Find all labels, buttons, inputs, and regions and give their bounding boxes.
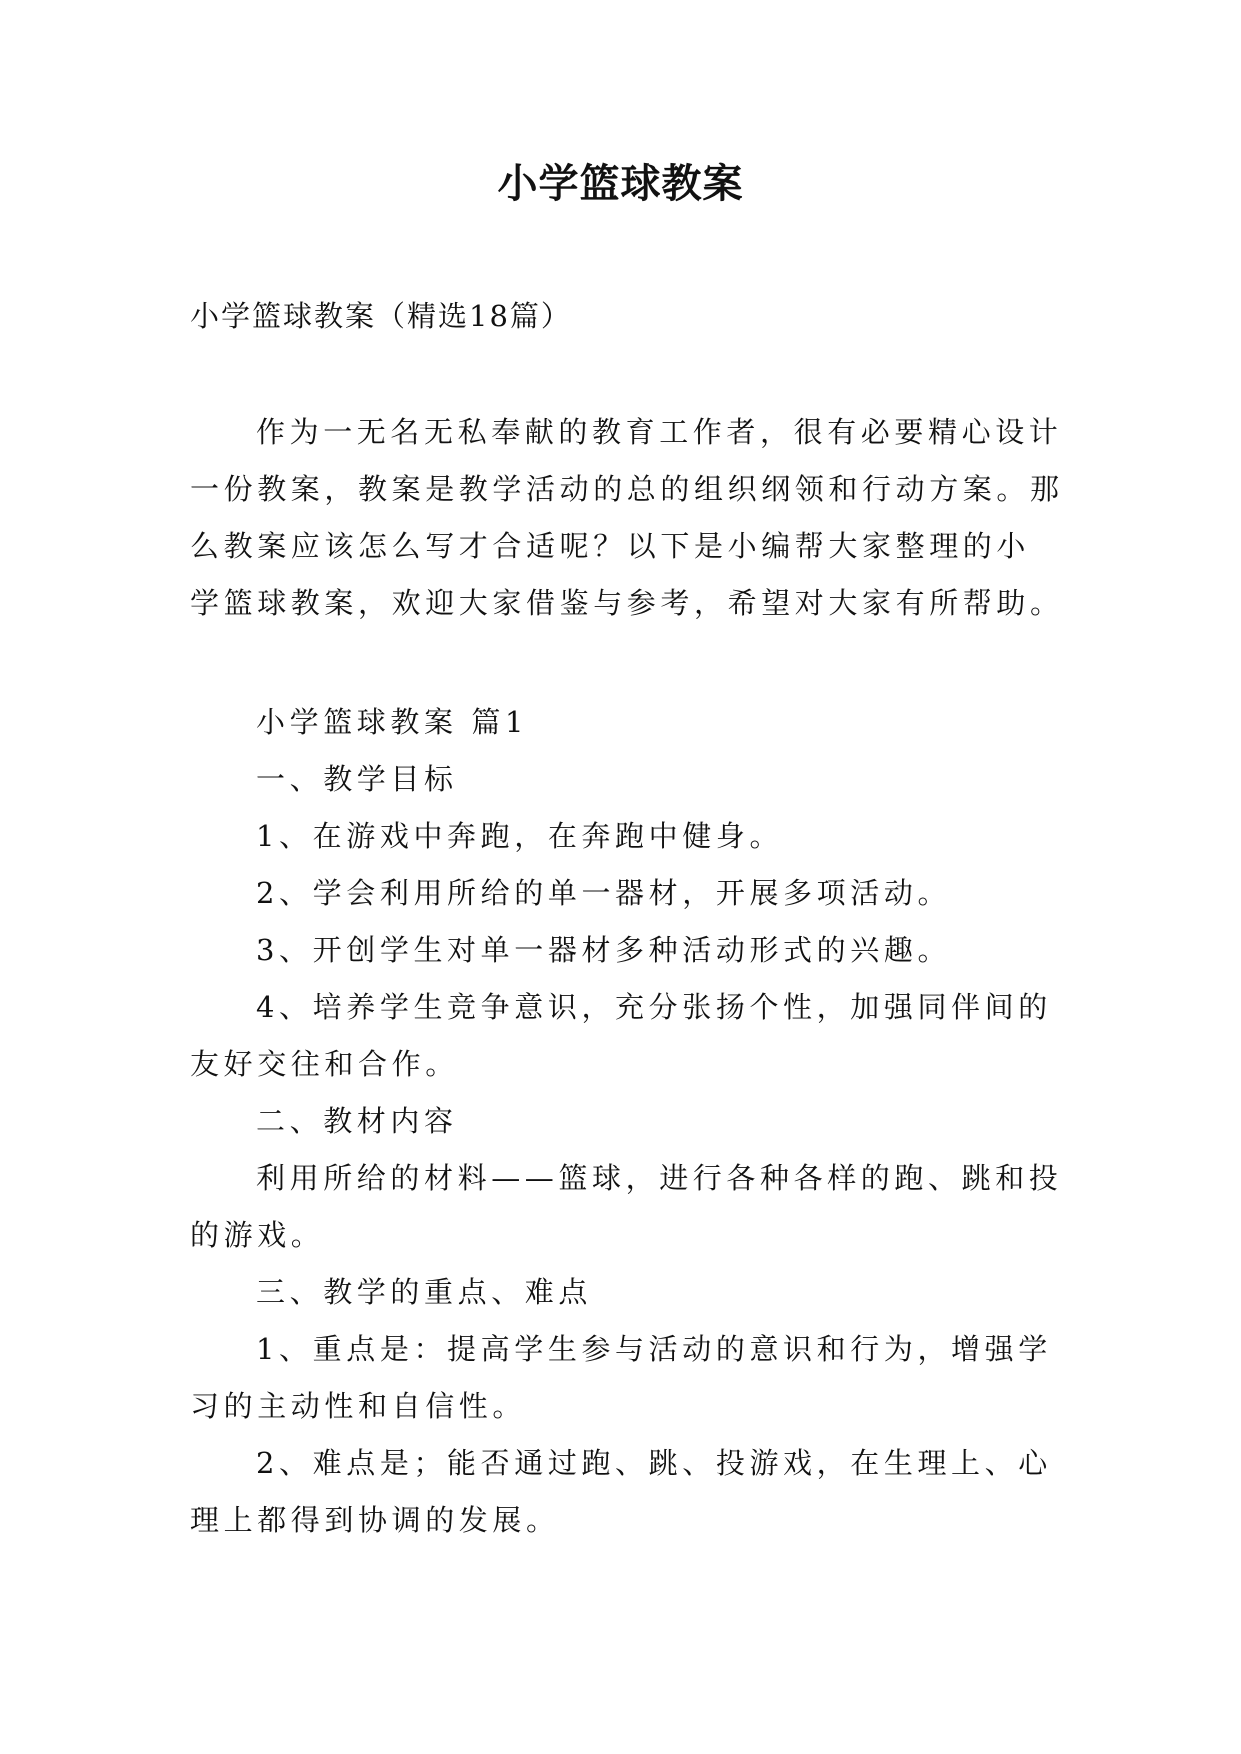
list-item-continuation: 理上都得到协调的发展。 [190, 1503, 560, 1537]
list-item-continuation: 习的主动性和自信性。 [190, 1389, 527, 1423]
intro-line: 么教案应该怎么写才合适呢？以下是小编帮大家整理的小 [190, 529, 1031, 563]
list-item: 3、开创学生对单一器材多种活动形式的兴趣。 [256, 933, 952, 967]
section-heading: 三、教学的重点、难点 [256, 1275, 593, 1309]
list-item-continuation: 友好交往和合作。 [190, 1047, 459, 1081]
list-item: 1、在游戏中奔跑，在奔跑中健身。 [256, 819, 784, 853]
document-title: 小学篮球教案 [497, 160, 744, 207]
section-heading: 一、教学目标 [256, 762, 458, 796]
list-item: 2、难点是；能否通过跑、跳、投游戏，在生理上、心 [256, 1446, 1052, 1480]
paragraph-line: 利用所给的材料——篮球，进行各种各样的跑、跳和投 [256, 1161, 1063, 1195]
document-subtitle: 小学篮球教案（精选18篇） [190, 299, 572, 333]
list-item: 2、学会利用所给的单一器材，开展多项活动。 [256, 876, 952, 910]
intro-line: 学篮球教案，欢迎大家借鉴与参考，希望对大家有所帮助。 [190, 586, 1064, 620]
intro-line: 作为一无名无私奉献的教育工作者，很有必要精心设计 [256, 415, 1063, 449]
list-item: 4、培养学生竞争意识，充分张扬个性，加强同伴间的 [256, 990, 1052, 1024]
intro-line: 一份教案，教案是教学活动的总的组织纲领和行动方案。那 [190, 472, 1064, 506]
section-heading: 小学篮球教案 篇1 [256, 705, 529, 739]
list-item: 1、重点是：提高学生参与活动的意识和行为，增强学 [256, 1332, 1052, 1366]
paragraph-line: 的游戏。 [190, 1218, 325, 1252]
section-heading: 二、教材内容 [256, 1104, 458, 1138]
